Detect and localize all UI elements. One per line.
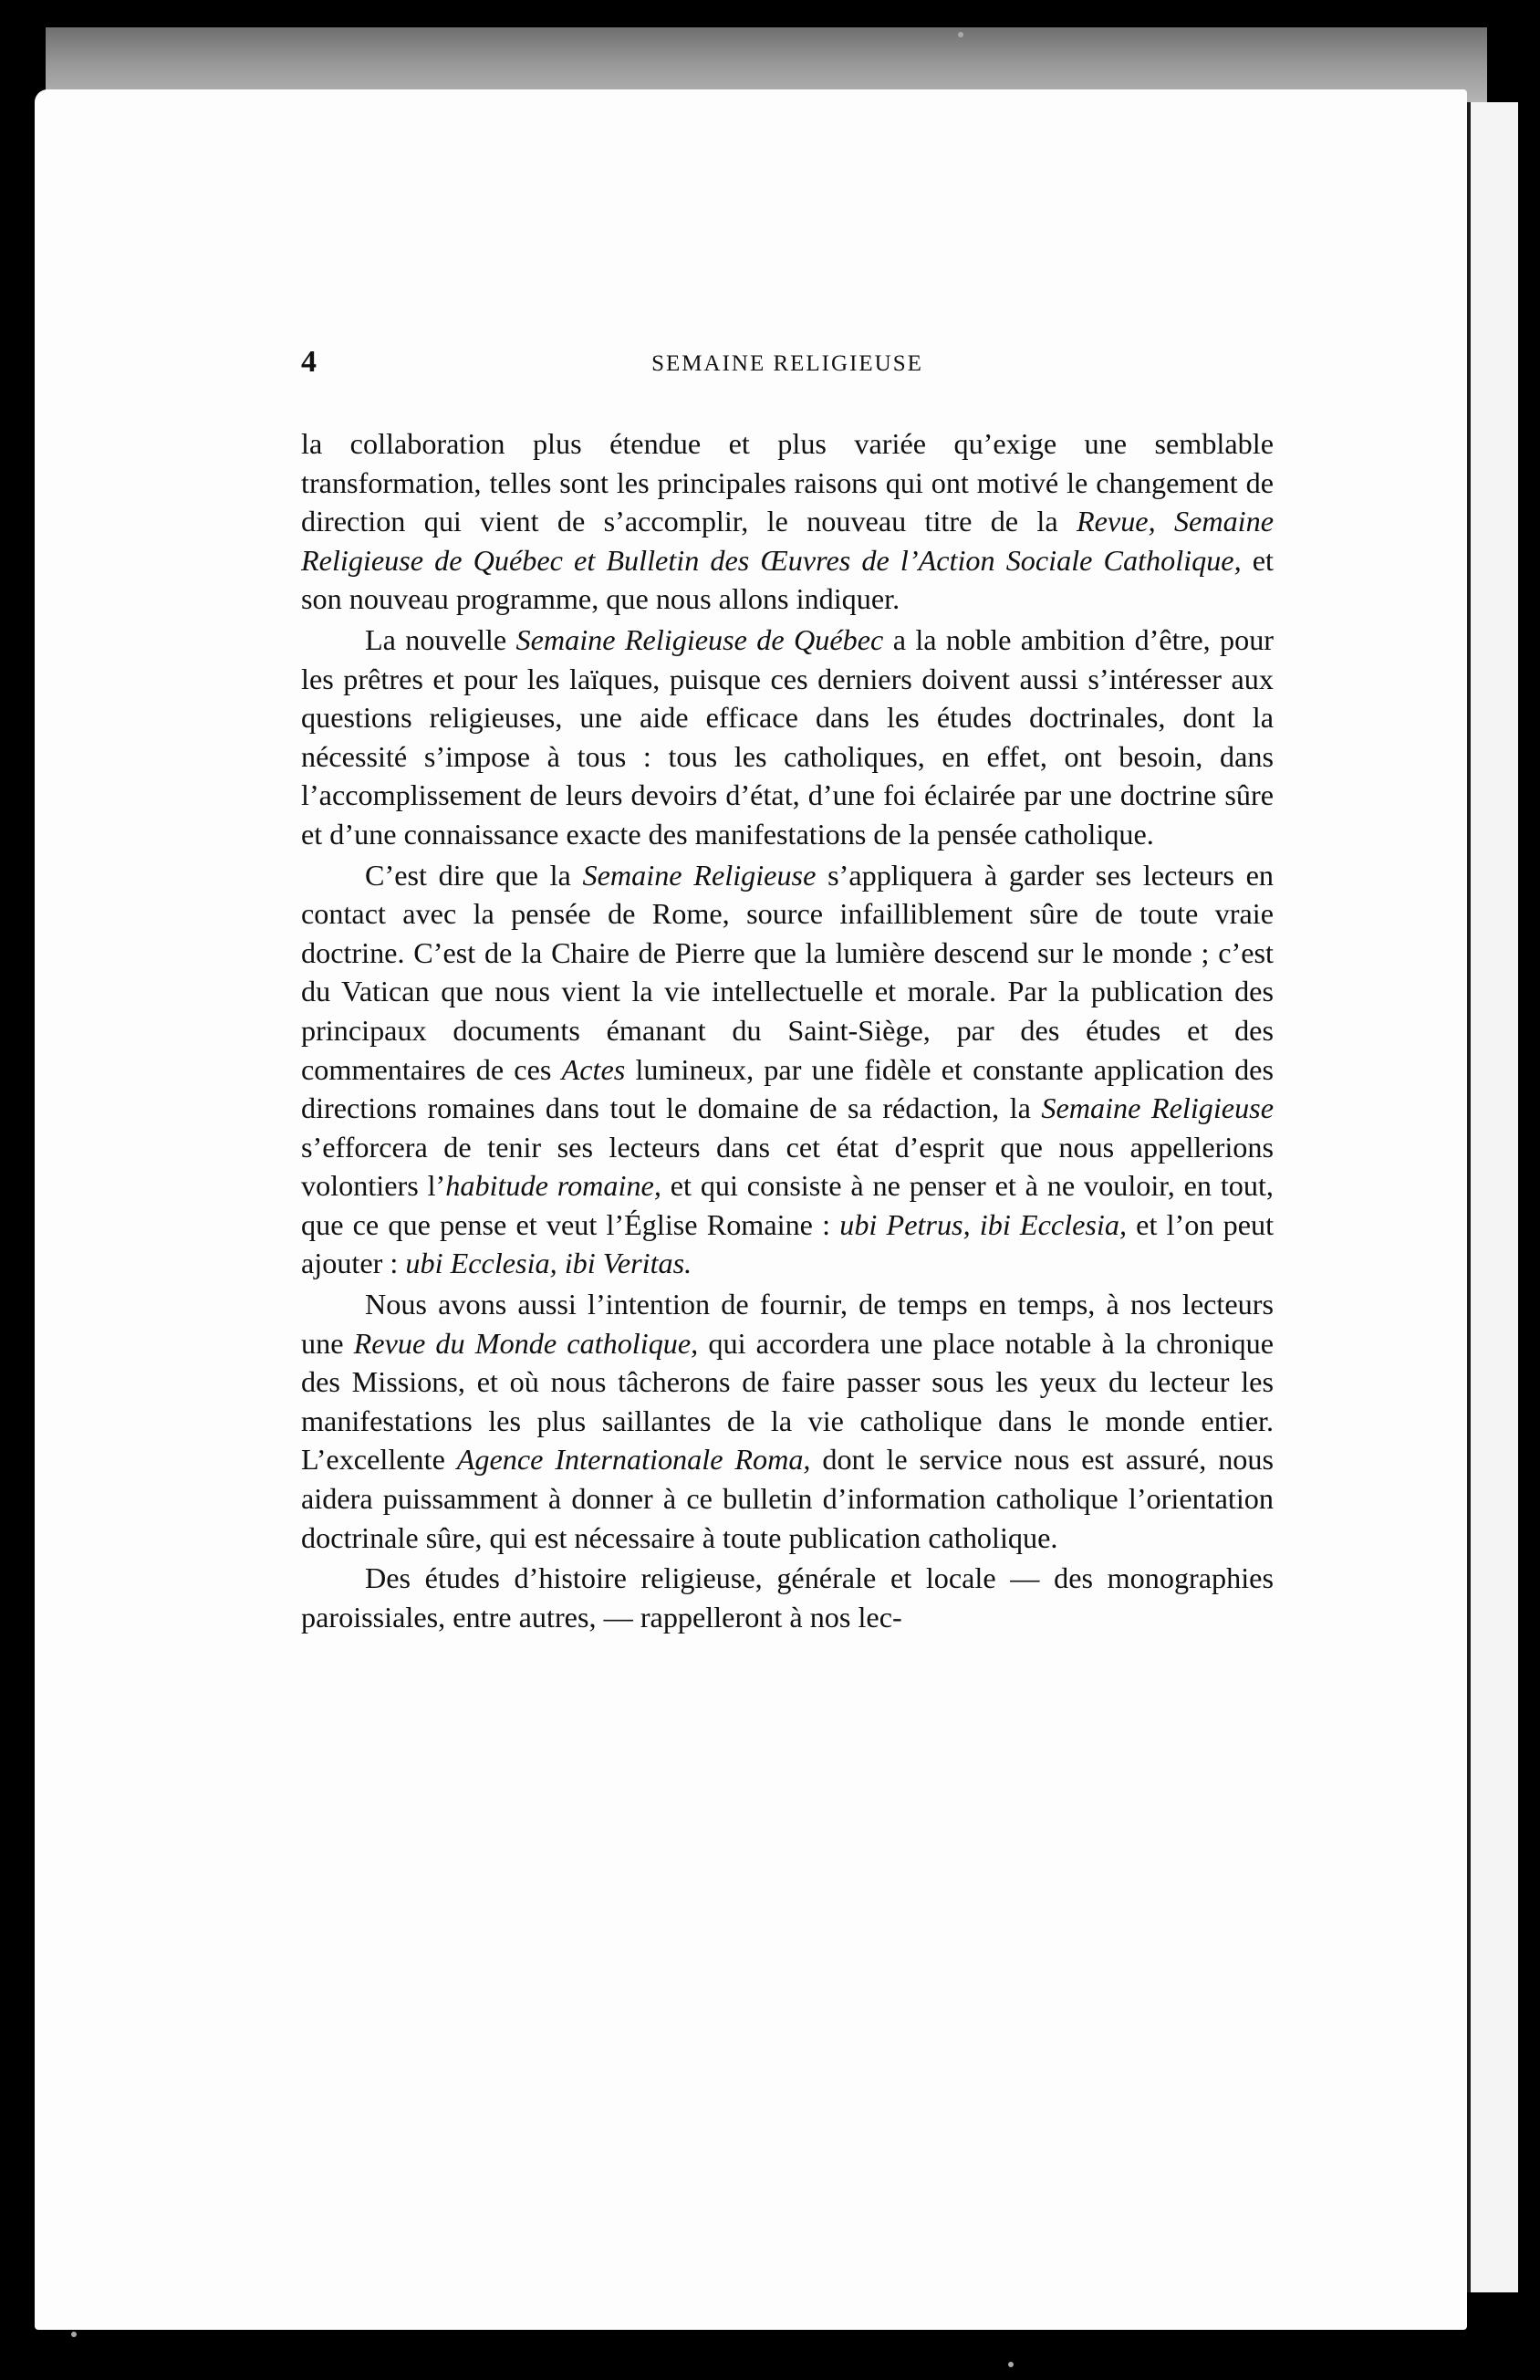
paragraph xyxy=(301,1285,1274,1557)
text-run: Nous avons aussi l’intention de fournir, de temps en temps, à nos lecteurs une xyxy=(301,1288,1274,1360)
paragraph xyxy=(301,621,1274,854)
italic-text: Semaine Religieuse xyxy=(1041,1091,1274,1125)
adjacent-page-edge xyxy=(1465,102,1518,2292)
text-run: s’efforcera de tenir ses lecteurs dans cet état d’esprit que nous appellerions volontiers l’ xyxy=(301,1130,1274,1203)
scan-speck xyxy=(71,2332,77,2337)
italic-text: ubi Ecclesia, ibi Veritas. xyxy=(405,1247,692,1280)
italic-text: ubi Petrus, ibi Ecclesia, xyxy=(839,1207,1128,1241)
italic-text: Actes xyxy=(561,1052,626,1086)
italic-text: Semaine Religieuse xyxy=(582,858,817,892)
italic-text: Revue du Monde catholique, xyxy=(353,1326,699,1360)
body-text xyxy=(301,424,1274,1636)
paragraph xyxy=(301,856,1274,1284)
text-run: a la noble ambition d’être, pour les prêtres et pour les laïques, puisque ces derniers doivent aussi s’intéresser aux questions religieuses, une aide efficace dans les études doctrinales, dont la nécessité s’impose à tous : tous les catholiques, en effet, ont besoin, dans l’accomplissement de leurs devoirs d’état, d’une foi éclairée par une doctrine sûre et d’une connaissance exacte des manifestations de la pensée catholique. xyxy=(301,622,1275,851)
italic-text: habitude romaine, xyxy=(445,1169,661,1203)
scan-speck xyxy=(1008,2362,1014,2367)
text-run: La nouvelle xyxy=(365,622,516,656)
text-run: qui accordera une place notable à la chronique des Missions, et où nous tâcherons de faire passer sous les yeux du lecteur les manifestations les plus saillantes de la vie catholique dans le monde entier. L’excellente xyxy=(301,1326,1274,1477)
text-run: Des études d’histoire religieuse, générale et locale — des monographies paroissiales, entre autres, — rappelleront à nos lec- xyxy=(301,1561,1274,1634)
italic-text: Agence Internationale Roma, xyxy=(456,1443,811,1477)
page-number: 4 xyxy=(301,345,317,379)
scan-speck xyxy=(958,32,963,37)
text-run: la collaboration plus étendue et plus variée qu’exige une semblable transformation, telles sont les principales raisons qui ont motivé le changement de direction qui vient de s’accomplir, le nouveau titre de la xyxy=(301,427,1274,538)
text-run: C’est dire que la xyxy=(365,858,583,892)
running-title: SEMAINE RELIGIEUSE xyxy=(651,351,923,376)
page-header xyxy=(301,345,1274,391)
text-run: et son nouveau programme, que nous allons indiquer. xyxy=(301,543,1274,616)
text-run: et l’on peut ajouter : xyxy=(301,1207,1275,1280)
paragraph xyxy=(301,1559,1274,1636)
text-run: lumineux, par une fidèle et constante application des directions romaines dans tout le domaine de sa rédaction, la xyxy=(301,1052,1274,1125)
text-run: et qui consiste à ne penser et à ne vouloir, en tout, que ce que pense et veut l’Église Romaine : xyxy=(301,1169,1274,1241)
paragraph xyxy=(301,424,1274,619)
italic-text: Revue, Semaine Religieuse de Québec et Bulletin des Œuvres de l’Action Sociale Catholique, xyxy=(301,505,1274,577)
text-run: s’appliquera à garder ses lecteurs en contact avec la pensée de Rome, source infailliblement sûre de toute vraie doctrine. C’est de la Chaire de Pierre que la lumière descend sur le monde ; c’est du Vatican que nous vient la vie intellectuelle et morale. Par la publication des principaux documents émanant du Saint-Siège, par des études et des commentaires de ces xyxy=(301,858,1275,1086)
text-run: dont le service nous est assuré, nous aidera puissamment à donner à ce bulletin d’information catholique l’orientation doctrinale sûre, qui est nécessaire à toute publication catholique. xyxy=(301,1443,1275,1554)
italic-text: Semaine Religieuse de Québec xyxy=(515,622,884,656)
